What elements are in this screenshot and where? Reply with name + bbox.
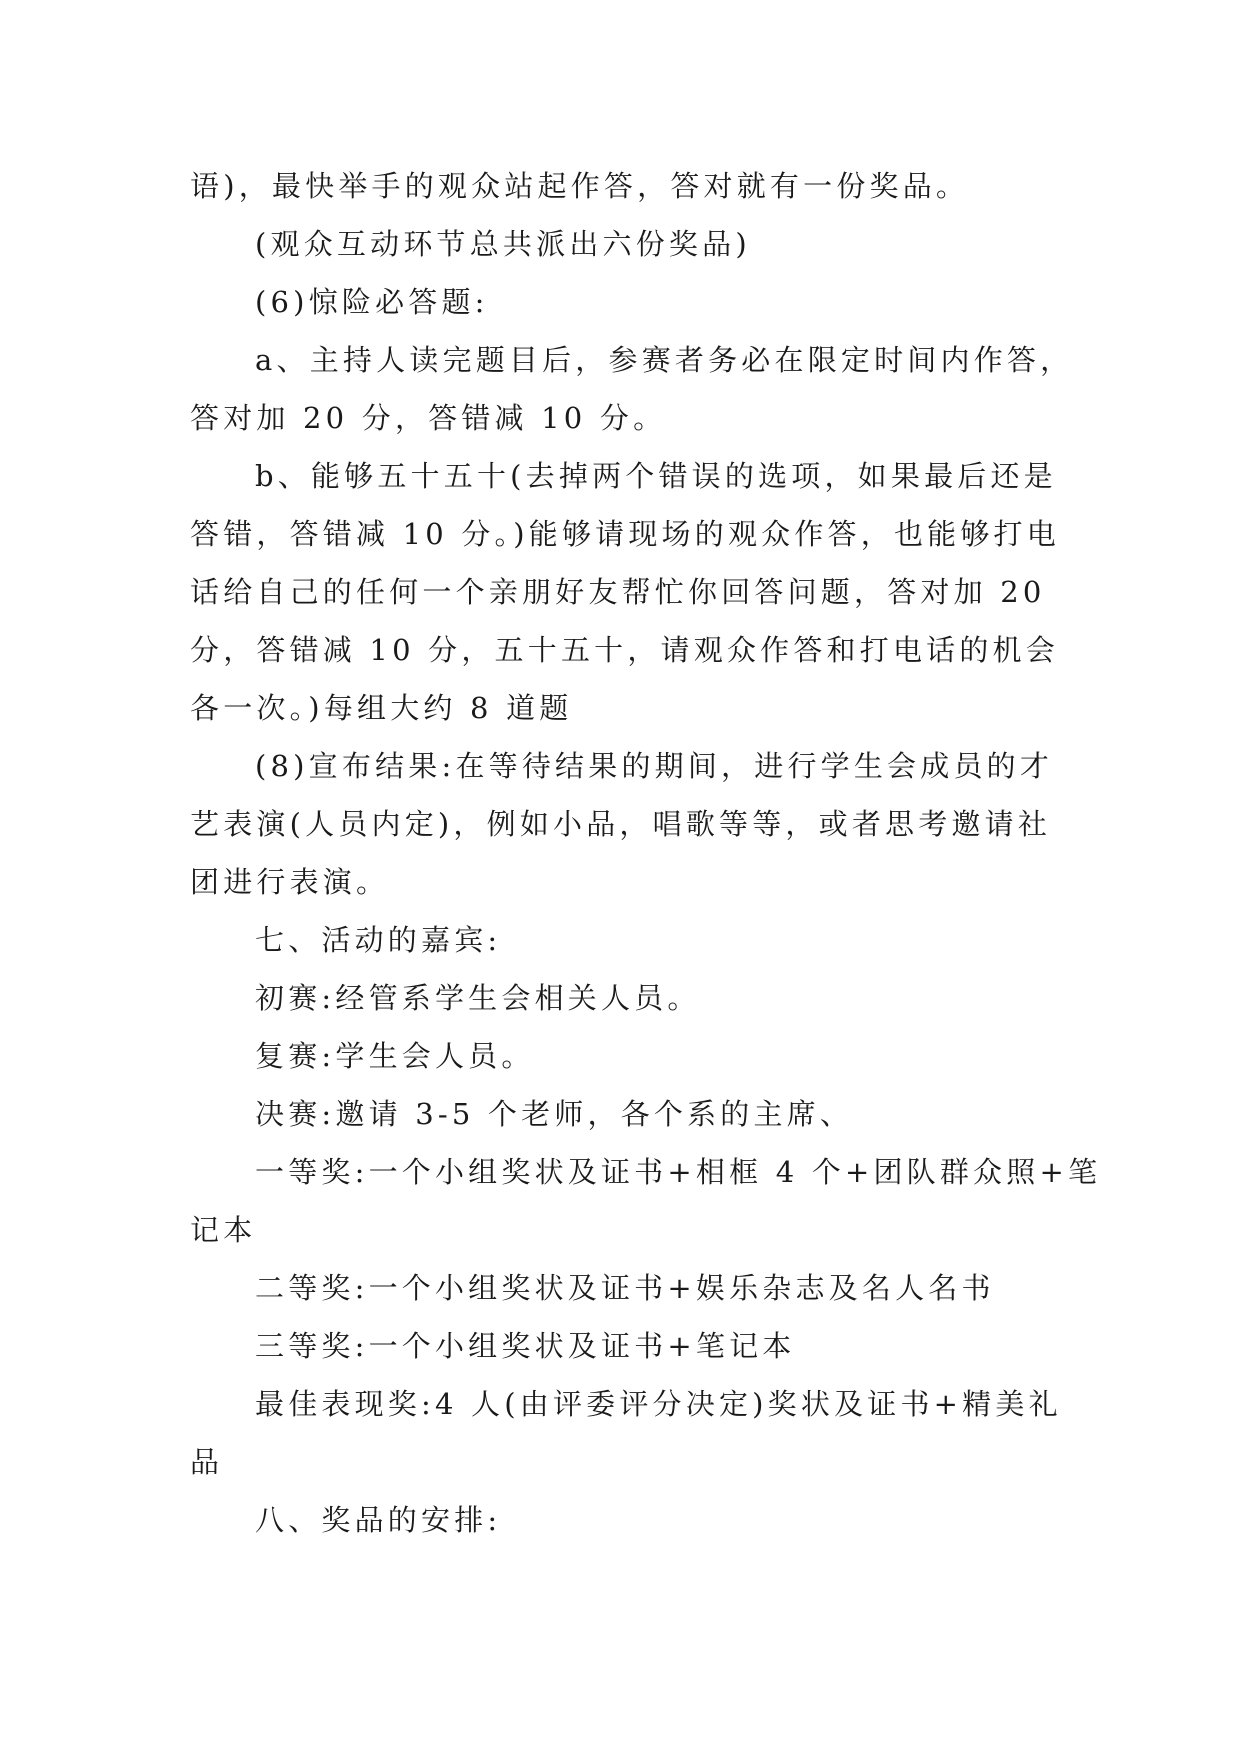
- text-line: 团进行表演。: [190, 865, 390, 899]
- text-line: 初赛:经管系学生会相关人员。: [255, 981, 701, 1015]
- text-line: 最佳表现奖:4 人(由评委评分决定)奖状及证书+精美礼: [255, 1387, 1062, 1421]
- text-line: 复赛:学生会人员。: [255, 1039, 535, 1073]
- text-line: 一等奖:一个小组奖状及证书+相框 4 个+团队群众照+笔: [255, 1155, 1102, 1189]
- text-line: 各一次。)每组大约 8 道题: [190, 691, 573, 725]
- text-line: 答对加 20 分，答错减 10 分。: [190, 401, 667, 435]
- text-line: (8)宣布结果:在等待结果的期间，进行学生会成员的才: [255, 749, 1054, 783]
- text-line: a、主持人读完题目后，参赛者务必在限定时间内作答，: [255, 343, 1074, 377]
- text-line: 艺表演(人员内定)，例如小品，唱歌等等，或者思考邀请社: [190, 807, 1052, 841]
- text-line: b、能够五十五十(去掉两个错误的选项，如果最后还是: [255, 459, 1057, 493]
- text-line: 决赛:邀请 3-5 个老师，各个系的主席、: [255, 1097, 854, 1131]
- text-line: 话给自己的任何一个亲朋好友帮忙你回答问题，答对加 20: [190, 575, 1046, 609]
- text-line: (6)惊险必答题:: [255, 285, 489, 319]
- text-line: 二等奖:一个小组奖状及证书+娱乐杂志及名人名书: [255, 1271, 995, 1305]
- section-heading: 七、活动的嘉宾:: [255, 923, 502, 957]
- section-heading: 八、奖品的安排:: [255, 1503, 502, 1537]
- text-line: 语)，最快举手的观众站起作答，答对就有一份奖品。: [190, 169, 970, 203]
- text-line: 记本: [190, 1213, 257, 1247]
- text-line: 三等奖:一个小组奖状及证书+笔记本: [255, 1329, 796, 1363]
- text-line: 分，答错减 10 分，五十五十，请观众作答和打电话的机会: [190, 633, 1059, 667]
- text-line: (观众互动环节总共派出六份奖品): [255, 227, 751, 261]
- text-line: 答错，答错减 10 分。)能够请现场的观众作答，也能够打电: [190, 517, 1060, 551]
- text-line: 品: [190, 1445, 224, 1479]
